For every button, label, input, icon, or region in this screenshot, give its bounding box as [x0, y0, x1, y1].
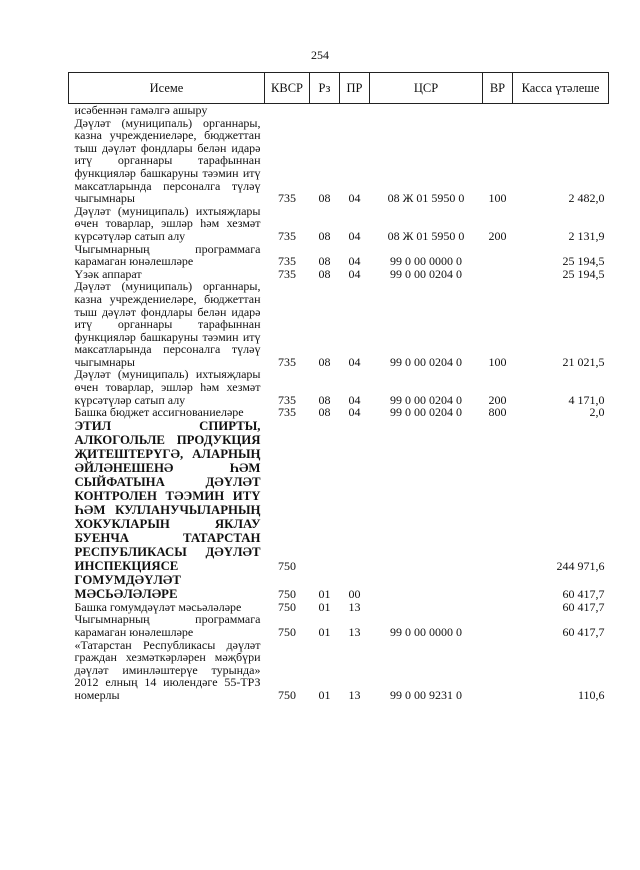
header-kvsr: КВСР — [265, 73, 310, 104]
cell-vr: 200 — [488, 392, 507, 407]
table-row — [69, 573, 609, 601]
cell-pr: 13 — [348, 688, 361, 702]
cell-csr: 99 0 00 0204 0 — [390, 405, 462, 420]
cell-csr — [370, 601, 483, 614]
cell-name: ГОМУМДӘҮЛӘТ МӘСЬӘЛӘЛӘРЕ — [74, 572, 181, 601]
cell-pr: 04 — [348, 191, 361, 206]
table-row — [69, 613, 609, 638]
cell-vr — [483, 243, 513, 268]
cell-rz — [310, 419, 340, 573]
cell-amount: 25 194,5 — [562, 266, 605, 281]
cell-csr: 99 0 00 0000 0 — [390, 625, 462, 640]
cell-vr — [483, 104, 513, 117]
cell-rz: 08 — [318, 191, 331, 206]
cell-kvsr — [265, 104, 310, 117]
cell-name: «Татарстан Республикасы дәүләт граждан хезмәткәрләрен мәҗбүри дәүләт иминләштерүе турында» 2012 елның 14 июлендәге 55-ТРЗ номерлы — [74, 637, 261, 702]
cell-pr: 04 — [348, 392, 361, 407]
cell-name: Үзәк аппарат — [74, 266, 142, 281]
table-header — [69, 73, 609, 104]
cell-amount: 2 131,9 — [568, 228, 605, 243]
cell-kvsr: 750 — [278, 599, 296, 614]
cell-amount: 21 021,5 — [562, 354, 605, 369]
cell-name: Дәүләт (муниципаль) органнары, казна учреждениеләре, бюджеттан тыш дәүләт фондлары белән идарә итү органнары тарафыннан функцияләр башкаруны тәэмин итү максатларында персоналга түләү чыгымнары — [74, 115, 261, 206]
cell-amount — [513, 104, 609, 117]
cell-name: ЭТИЛ СПИРТЫ, АЛКОГОЛЬЛЕ ПРОДУКЦИЯ ҖИТЕШТЕРҮГӘ, АЛАРНЫҢ ӘЙЛӘНЕШЕНӘ ҺӘМ СЫЙФАТЫНА ДӘҮЛӘТ КОНТРОЛЕН ТӘЭМИН ИТҮ ҺӘМ КУЛЛАНУЧЫЛАРНЫҢ ХОКУКЛАРЫН ЯКЛАУ БУЕНЧА ТАТАРСТАН РЕСПУБЛИКАСЫ ДӘҮЛӘТ ИНСПЕКЦИЯСЕ — [74, 418, 261, 573]
header-name: Исеме — [69, 73, 265, 104]
cell-kvsr: 750 — [278, 625, 296, 640]
cell-csr: 99 0 00 9231 0 — [390, 688, 462, 702]
cell-rz: 08 — [318, 228, 331, 243]
cell-rz — [310, 104, 340, 117]
page-number: 254 — [311, 48, 329, 62]
cell-pr: 04 — [348, 254, 361, 269]
cell-name: исәбеннән гамәлгә ашыру — [74, 103, 208, 117]
cell-csr: 99 0 00 0204 0 — [390, 354, 462, 369]
cell-kvsr: 735 — [278, 191, 296, 206]
cell-csr: 08 Ж 01 5950 0 — [387, 228, 465, 243]
cell-amount: 60 417,7 — [562, 625, 605, 640]
cell-rz: 08 — [318, 254, 331, 269]
table-row — [69, 639, 609, 702]
cell-kvsr: 735 — [278, 392, 296, 407]
cell-vr: 800 — [488, 405, 507, 420]
cell-pr: 13 — [348, 599, 361, 614]
cell-name: Дәүләт (муниципаль) ихтыяҗлары өчен товарлар, эшләр һәм хезмәт күрсәтүләр сатып алу — [74, 203, 261, 243]
table-row — [69, 205, 609, 243]
cell-rz: 01 — [318, 587, 331, 602]
cell-amount: 110,6 — [577, 688, 605, 702]
cell-rz: 01 — [318, 625, 331, 640]
cell-pr: 00 — [348, 587, 361, 602]
cell-csr: 99 0 00 0204 0 — [390, 392, 462, 407]
cell-kvsr: 750 — [278, 587, 296, 602]
header-csr: ЦСР — [370, 73, 483, 104]
table-row — [69, 104, 609, 117]
cell-pr: 04 — [348, 354, 361, 369]
cell-amount: 244 971,6 — [556, 559, 605, 574]
cell-vr: 100 — [488, 354, 507, 369]
cell-pr — [340, 419, 370, 573]
cell-pr — [340, 104, 370, 117]
cell-vr — [483, 268, 513, 281]
cell-amount: 2 482,0 — [568, 191, 605, 206]
cell-pr: 13 — [348, 625, 361, 640]
cell-csr — [370, 573, 483, 601]
cell-vr: 200 — [488, 228, 507, 243]
cell-vr — [483, 601, 513, 614]
cell-vr — [483, 573, 513, 601]
table-row — [69, 419, 609, 573]
header-pr: ПР — [340, 73, 370, 104]
cell-pr: 04 — [348, 266, 361, 281]
cell-kvsr: 735 — [278, 405, 296, 420]
cell-csr — [370, 419, 483, 573]
cell-amount: 4 171,0 — [568, 392, 605, 407]
cell-rz: 08 — [318, 266, 331, 281]
table-body — [69, 104, 609, 702]
cell-csr — [370, 104, 483, 117]
cell-vr: 100 — [488, 191, 507, 206]
cell-kvsr: 750 — [278, 688, 296, 702]
cell-pr: 04 — [348, 405, 361, 420]
cell-kvsr: 735 — [278, 228, 296, 243]
budget-table — [68, 72, 609, 702]
header-vr: ВР — [483, 73, 513, 104]
cell-vr — [483, 639, 513, 702]
cell-kvsr: 735 — [278, 354, 296, 369]
cell-kvsr: 735 — [278, 254, 296, 269]
cell-name: Башка бюджет ассигнованиеләре — [74, 405, 244, 420]
cell-amount: 2,0 — [589, 405, 605, 420]
cell-amount: 25 194,5 — [562, 254, 605, 269]
cell-name: Дәүләт (муниципаль) ихтыяҗлары өчен товарлар, эшләр һәм хезмәт күрсәтүләр сатып алу — [74, 367, 261, 407]
table-row — [69, 117, 609, 205]
cell-csr: 08 Ж 01 5950 0 — [387, 191, 465, 206]
cell-name: Башка гомумдәүләт мәсьәләләре — [74, 599, 242, 614]
cell-rz: 08 — [318, 354, 331, 369]
cell-rz: 08 — [318, 405, 331, 420]
table-row — [69, 368, 609, 406]
cell-vr — [483, 419, 513, 573]
cell-name: Дәүләт (муниципаль) органнары, казна учреждениеләре, бюджеттан тыш дәүләт фондлары белән идарә итү органнары тарафыннан функцияләр башкаруны тәэмин итү максатларында персоналга түләү чыгымнары — [74, 279, 261, 369]
cell-kvsr: 735 — [278, 266, 296, 281]
cell-name: Чыгымнарның программага карамаган юнәлешләре — [74, 241, 261, 269]
cell-amount: 60 417,7 — [562, 599, 605, 614]
table-row — [69, 406, 609, 419]
table-row — [69, 280, 609, 368]
cell-rz: 08 — [318, 392, 331, 407]
cell-vr — [483, 613, 513, 638]
cell-rz: 01 — [318, 599, 331, 614]
cell-csr: 99 0 00 0204 0 — [390, 266, 462, 281]
cell-rz: 01 — [318, 688, 331, 702]
cell-csr: 99 0 00 0000 0 — [390, 254, 462, 269]
cell-kvsr: 750 — [278, 559, 296, 574]
header-rz: Рз — [310, 73, 340, 104]
cell-name: Чыгымнарның программага карамаган юнәлешләре — [74, 612, 261, 640]
table-row — [69, 243, 609, 268]
header-amount: Касса үтәлеше — [513, 73, 609, 104]
cell-pr: 04 — [348, 228, 361, 243]
cell-amount: 60 417,7 — [562, 587, 605, 602]
